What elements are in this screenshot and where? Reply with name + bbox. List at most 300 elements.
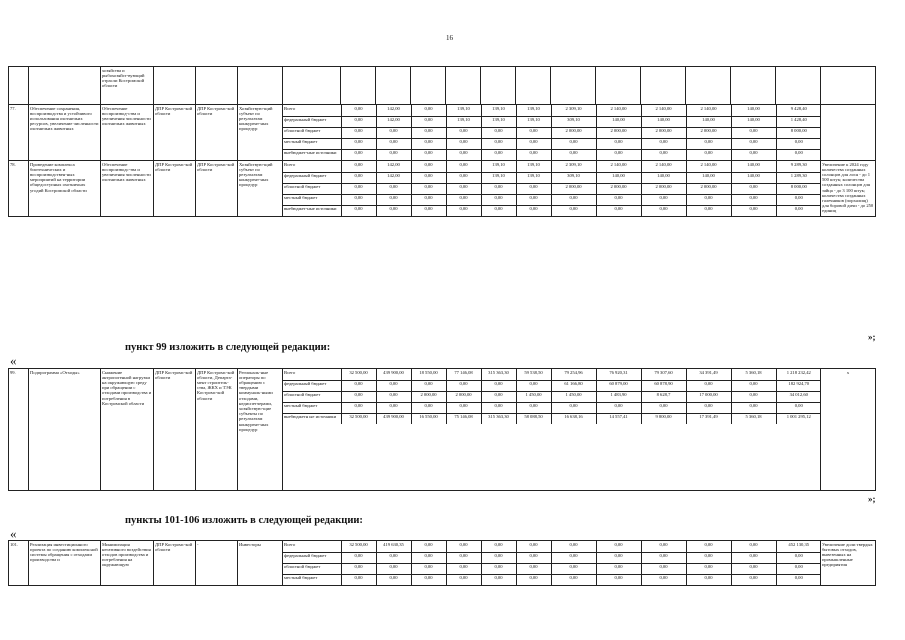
- funding-source: Всего: [283, 369, 341, 380]
- amount-cell: 0,00: [516, 138, 551, 149]
- amount-cell: 2 309,10: [551, 105, 596, 116]
- amount-cell: 0,00: [776, 402, 820, 413]
- amount-cell: 2 000,00: [596, 183, 641, 194]
- amount-cell: 0,00: [376, 552, 411, 563]
- amount-cell: 140,00: [686, 116, 731, 127]
- amount-cell: 32 500,00: [341, 541, 376, 552]
- amount-cell: 0,00: [731, 574, 776, 585]
- empty-cell: [596, 67, 641, 105]
- amount-cell: 2 000,00: [551, 183, 596, 194]
- financing-row: [283, 172, 821, 183]
- amount-cell: 0,00: [411, 541, 446, 552]
- funding-source: внебюджетн ые источники: [283, 413, 341, 424]
- table-row: [9, 161, 876, 217]
- amount-cell: 2 000,00: [446, 391, 481, 402]
- amount-cell: 0,00: [731, 205, 776, 216]
- funding-source: Всего: [283, 161, 341, 172]
- amount-cell: 0,00: [686, 563, 731, 574]
- amount-cell: 0,00: [551, 194, 596, 205]
- amount-cell: 0,00: [481, 552, 516, 563]
- financing-block: [283, 161, 821, 217]
- funding-source: Всего: [283, 105, 341, 116]
- row-number: 101.: [9, 541, 29, 586]
- amount-cell: 0,00: [376, 205, 411, 216]
- amount-cell: 2 000,00: [411, 391, 446, 402]
- amount-cell: 2 140,00: [686, 161, 731, 172]
- amount-cell: 0,00: [641, 402, 686, 413]
- amount-cell: 0,00: [731, 563, 776, 574]
- financing-row: [283, 369, 820, 380]
- amount-cell: 0,00: [341, 161, 376, 172]
- amount-cell: 0,00: [376, 127, 411, 138]
- amount-cell: 77 146,08: [446, 369, 481, 380]
- amount-cell: 32 500,00: [341, 413, 376, 424]
- amount-cell: 2 000,00: [596, 127, 641, 138]
- note-items-101-106: пункты 101-106 изложить в следующей редакции:: [125, 515, 363, 526]
- amount-cell: 0,00: [376, 149, 411, 160]
- financing-row: [283, 149, 821, 160]
- amount-cell: 309,10: [551, 172, 596, 183]
- amount-cell: 0,00: [686, 205, 731, 216]
- measure-goal: Обеспечение воспроизводс-тва и увеличения численности охотничьих животных: [101, 161, 154, 217]
- open-quote-101: «: [10, 526, 17, 541]
- amount-cell: 0,00: [551, 574, 596, 585]
- funding-source: областной бюджет: [283, 391, 341, 402]
- amount-cell: 0,00: [596, 574, 641, 585]
- amount-cell: 0,00: [481, 127, 516, 138]
- funding-source: областной бюджет: [283, 563, 341, 574]
- empty-cell: [376, 67, 411, 105]
- amount-cell: 0,00: [794, 575, 803, 580]
- page-number: 16: [446, 34, 453, 42]
- funding-source: местный бюджет: [283, 574, 341, 585]
- empty-cell: [283, 67, 341, 105]
- amount-cell: 0,00: [341, 183, 376, 194]
- financing-row: [283, 574, 820, 585]
- amount-cell: 139,10: [516, 172, 551, 183]
- amount-cell: 0,00: [551, 149, 596, 160]
- executor: ДПР Костромс-кой области: [196, 161, 238, 217]
- amount-cell: 0,00: [794, 206, 803, 211]
- amount-cell: 0,00: [481, 194, 516, 205]
- amount-cell: 0,00: [376, 391, 411, 402]
- financing-row: [283, 161, 821, 172]
- amount-cell: 0,00: [686, 574, 731, 585]
- amount-cell: 140,00: [686, 172, 731, 183]
- amount-cell: 0,00: [481, 574, 516, 585]
- amount-cell: 0,00: [411, 105, 446, 116]
- amount-cell: 0,00: [341, 127, 376, 138]
- amount-cell: 0,00: [341, 172, 376, 183]
- amount-cell: 0,00: [446, 161, 481, 172]
- amount-cell: 2 309,10: [551, 161, 596, 172]
- executor: ДПР Костромс-кой области: [196, 105, 238, 161]
- amount-cell: 140,00: [596, 172, 641, 183]
- amount-cell: 2 140,00: [641, 105, 686, 116]
- empty-cell: [481, 67, 516, 105]
- amount-cell: 0,00: [481, 138, 516, 149]
- table-row: [9, 105, 876, 161]
- amount-cell: 0,00: [411, 380, 446, 391]
- amount-cell: 0,00: [516, 149, 551, 160]
- amount-cell: 309,10: [551, 116, 596, 127]
- amount-cell: 139,10: [446, 116, 481, 127]
- amount-cell: 139,10: [446, 105, 481, 116]
- amount-cell: 0,00: [731, 391, 776, 402]
- amount-cell: 0,00: [596, 552, 641, 563]
- amount-cell: 5 360,18: [731, 413, 776, 424]
- amount-cell: 0,00: [551, 552, 596, 563]
- amount-cell: 0,00: [376, 574, 411, 585]
- amount-cell: 0,00: [411, 552, 446, 563]
- amount-cell: 0,00: [686, 402, 731, 413]
- amount-cell: 0,00: [516, 402, 551, 413]
- amount-cell: 0,00: [446, 149, 481, 160]
- amount-cell: 0,00: [516, 563, 551, 574]
- amount-cell: 0,00: [686, 541, 731, 552]
- amount-cell: 0,00: [551, 541, 596, 552]
- amount-cell: 139,10: [516, 161, 551, 172]
- empty-cell: [411, 67, 446, 105]
- funding-source: местный бюджет: [283, 402, 341, 413]
- amount-cell: 9 289,30: [776, 161, 821, 172]
- amount-cell: 8 000,00: [776, 183, 821, 194]
- responsible-body: ДПР Костромс-кой области: [154, 161, 196, 217]
- note-item-99: пункт 99 изложить в следующей редакции:: [125, 342, 331, 353]
- amount-cell: 0,00: [411, 205, 446, 216]
- funding-source: федеральный бюджет: [283, 552, 341, 563]
- responsible-body: ДПР Костромс-кой области: [154, 541, 196, 586]
- amount-cell: 139,10: [481, 172, 516, 183]
- amount-cell: 0,00: [686, 194, 731, 205]
- amount-cell: 439 900,00: [376, 369, 411, 380]
- amount-cell: 58 088,50: [516, 413, 551, 424]
- funding-source: федеральный бюджет: [283, 380, 341, 391]
- amount-cell: 0,00: [596, 138, 641, 149]
- amount-cell: 61 166,80: [551, 380, 596, 391]
- funding-source: федеральный бюджет: [283, 172, 341, 183]
- amount-cell: 0,00: [551, 138, 596, 149]
- expected-result: Увеличение доли твердых бытовых отходов, вывезенных на промышленные предприятия: [820, 541, 875, 586]
- amount-cell: 0,00: [446, 205, 481, 216]
- amount-cell: 1 218 232,42: [776, 369, 820, 380]
- amount-cell: 0,00: [341, 205, 376, 216]
- amount-cell: 0,00: [411, 183, 446, 194]
- amount-cell: 0,00: [641, 149, 686, 160]
- financing-row: [283, 380, 820, 391]
- table-row: [9, 67, 876, 105]
- amount-cell: 59 538,50: [516, 369, 551, 380]
- amount-cell: 140,00: [731, 161, 776, 172]
- funding-source: Всего: [283, 541, 341, 552]
- financing-block: [283, 541, 821, 586]
- amount-cell: 1 428,40: [776, 116, 821, 127]
- amount-cell: 142,00: [376, 172, 411, 183]
- financing-row: [283, 563, 820, 574]
- amount-cell: 0,00: [596, 541, 641, 552]
- amount-cell: 0,00: [411, 149, 446, 160]
- empty-cell: [154, 67, 196, 105]
- amount-cell: 142,00: [376, 105, 411, 116]
- row-number: 78.: [9, 161, 29, 217]
- amount-cell: 439 900,00: [376, 413, 411, 424]
- amount-cell: 60 879,00: [596, 380, 641, 391]
- amount-cell: 139,10: [516, 105, 551, 116]
- continued-goal-text: хозяйства и рыбохозяйст-вующий отрасли Костромской области: [101, 67, 154, 105]
- financing-row: [283, 402, 820, 413]
- amount-cell: 0,00: [641, 563, 686, 574]
- measure-name: Подпрограмма «Отходы»: [29, 369, 101, 491]
- empty-cell: [29, 67, 101, 105]
- amount-cell: 0,00: [341, 402, 376, 413]
- amount-cell: 0,00: [731, 380, 776, 391]
- amount-cell: 0,00: [731, 127, 776, 138]
- amount-cell: 34 012,60: [776, 391, 820, 402]
- amount-cell: 1 450,00: [551, 391, 596, 402]
- amount-cell: 2 140,00: [686, 105, 731, 116]
- amount-cell: 0,00: [341, 563, 376, 574]
- amount-cell: 0,00: [446, 574, 481, 585]
- empty-cell: [551, 67, 596, 105]
- amount-cell: 0,00: [341, 552, 376, 563]
- funding-source: местный бюджет: [283, 194, 341, 205]
- amount-cell: 0,00: [551, 402, 596, 413]
- amount-cell: 0,00: [641, 194, 686, 205]
- item-99-table: [8, 368, 876, 491]
- amount-cell: 0,00: [596, 149, 641, 160]
- empty-cell: [686, 67, 731, 105]
- amount-cell: 1 483,90: [596, 391, 641, 402]
- amount-cell: 0,00: [481, 391, 516, 402]
- amount-cell: 419 630,35: [376, 541, 411, 552]
- amount-cell: 2 000,00: [686, 127, 731, 138]
- row-number: 99.: [9, 369, 29, 491]
- amount-cell: 0,00: [411, 127, 446, 138]
- amount-cell: 2 000,00: [641, 183, 686, 194]
- amount-cell: 0,00: [376, 138, 411, 149]
- amount-cell: 0,00: [341, 380, 376, 391]
- amount-cell: 17 000,00: [686, 391, 731, 402]
- empty-cell: [641, 67, 686, 105]
- amount-cell: 0,00: [341, 105, 376, 116]
- financing-row: [283, 138, 821, 149]
- amount-cell: 34 391,49: [686, 369, 731, 380]
- amount-cell: 0,00: [641, 541, 686, 552]
- amount-cell: 79 254,96: [551, 369, 596, 380]
- amount-cell: 452 130,35: [776, 541, 820, 552]
- empty-cell: [776, 67, 821, 105]
- financing-row: [283, 194, 821, 205]
- amount-cell: 9 800,00: [641, 413, 686, 424]
- amount-cell: 0,00: [794, 150, 803, 155]
- amount-cell: 2 140,00: [641, 161, 686, 172]
- end-quote-99: »;: [868, 494, 876, 504]
- amount-cell: 0,00: [376, 194, 411, 205]
- empty-cell: [821, 67, 876, 105]
- funding-source: внебюджет-ные источники: [283, 149, 341, 160]
- amount-cell: 0,00: [776, 138, 821, 149]
- measure-name: Обеспечение сохранения, воспроизводства и устойчивого использования охотничьих ресурсов, увеличение численности охотничьих животных: [29, 105, 101, 161]
- amount-cell: 2 140,00: [596, 161, 641, 172]
- amount-cell: 0,00: [596, 563, 641, 574]
- amount-cell: 0,00: [411, 574, 446, 585]
- financing-row: [283, 552, 820, 563]
- funding-source: внебюджет-ные источники: [283, 205, 341, 216]
- amount-cell: 2 000,00: [641, 127, 686, 138]
- amount-cell: 0,00: [776, 194, 821, 205]
- amount-cell: 0,00: [411, 194, 446, 205]
- amount-cell: 0,00: [516, 205, 551, 216]
- amount-cell: 0,00: [551, 563, 596, 574]
- amount-cell: 0,00: [446, 138, 481, 149]
- amount-cell: 0,00: [341, 149, 376, 160]
- amount-cell: 140,00: [731, 172, 776, 183]
- amount-cell: 0,00: [341, 391, 376, 402]
- amount-cell: 0,00: [596, 205, 641, 216]
- amount-cell: 60 878,90: [641, 380, 686, 391]
- amount-cell: 0,00: [446, 127, 481, 138]
- amount-cell: 0,00: [686, 380, 731, 391]
- table-row: [9, 541, 876, 586]
- top-program-table: [8, 66, 876, 217]
- amount-cell: 14 557,41: [596, 413, 641, 424]
- amount-cell: 1 001 295,12: [786, 414, 811, 419]
- amount-cell: 0,00: [516, 183, 551, 194]
- amount-cell: 0,00: [641, 574, 686, 585]
- expected-result: [821, 105, 876, 161]
- financing-block: [283, 105, 821, 161]
- amount-cell: 0,00: [776, 563, 820, 574]
- amount-cell: 0,00: [731, 183, 776, 194]
- financing-row: [283, 105, 821, 116]
- amount-cell: 0,00: [376, 183, 411, 194]
- measure-goal: Снижение антропогенной нагрузки на окружающую среду при обращении с отходами производства и потребления в Костромской области: [101, 369, 154, 491]
- amount-cell: 0,00: [341, 194, 376, 205]
- amount-cell: 0,00: [411, 116, 446, 127]
- amount-cell: 0,00: [446, 563, 481, 574]
- end-quote-top: »;: [868, 332, 876, 342]
- amount-cell: 1 450,00: [516, 391, 551, 402]
- amount-cell: 0,00: [481, 541, 516, 552]
- amount-cell: 0,00: [376, 563, 411, 574]
- row-number: 77.: [9, 105, 29, 161]
- empty-cell: [446, 67, 481, 105]
- table-row: [9, 369, 876, 491]
- amount-cell: 8 628,7: [641, 391, 686, 402]
- open-quote-99: «: [10, 353, 17, 368]
- amount-cell: 2 000,00: [551, 127, 596, 138]
- amount-cell: 0,00: [516, 194, 551, 205]
- amount-cell: 16 550,00: [411, 413, 446, 424]
- responsible-body: ДПР Костромс-кой области: [154, 105, 196, 161]
- amount-cell: 32 500,00: [341, 369, 376, 380]
- amount-cell: 0,00: [446, 194, 481, 205]
- funding-source: местный бюджет: [283, 138, 341, 149]
- amount-cell: 0,00: [686, 552, 731, 563]
- amount-cell: 0,00: [376, 402, 411, 413]
- financing-block: [283, 369, 821, 491]
- amount-cell: 140,00: [731, 116, 776, 127]
- empty-cell: [516, 67, 551, 105]
- participants: Инвесторы: [238, 541, 283, 586]
- financing-row: [283, 413, 820, 424]
- amount-cell: 0,00: [411, 172, 446, 183]
- empty-cell: [731, 67, 776, 105]
- amount-cell: 140,00: [641, 116, 686, 127]
- amount-cell: 0,00: [731, 541, 776, 552]
- amount-cell: 142,00: [376, 116, 411, 127]
- amount-cell: 0,00: [731, 149, 776, 160]
- amount-cell: 16 638,16: [551, 413, 596, 424]
- amount-cell: 0,00: [411, 161, 446, 172]
- amount-cell: 0,00: [446, 172, 481, 183]
- amount-cell: 0,00: [731, 194, 776, 205]
- expected-result: Увеличение к 2024 году количества созданных солонцов для лося - до 1 500 штук; количества созданных солонцов для зайца - до 3 100 штук; количества созданных галечников (порхалищ) для боровой дичи - до 250 единиц: [821, 161, 876, 217]
- amount-cell: 0,00: [551, 205, 596, 216]
- amount-cell: 182 924,70: [776, 380, 820, 391]
- amount-cell: 0,00: [446, 380, 481, 391]
- measure-name: Реализация инвестиционного проекта по созданию комплексной системы обращения с отходами производства и: [29, 541, 101, 586]
- amount-cell: 0,00: [641, 205, 686, 216]
- amount-cell: 0,00: [686, 138, 731, 149]
- funding-source: областной бюджет: [283, 183, 341, 194]
- measure-name: Проведение комплекса биотехнических и воспроизводствен-ных мероприятий на территории общедоступных охотничьих угодий Костромской области: [29, 161, 101, 217]
- amount-cell: 0,00: [731, 402, 776, 413]
- amount-cell: 0,00: [341, 116, 376, 127]
- amount-cell: 9 428,40: [776, 105, 821, 116]
- executor: ДПР Костромс-кой области, Департа-мент строитель-ства, ЖКХ и ТЭК Костромс-кой области: [196, 369, 238, 491]
- amount-cell: 315 363,30: [481, 413, 516, 424]
- amount-cell: 0,00: [686, 149, 731, 160]
- amount-cell: 139,10: [481, 105, 516, 116]
- measure-goal: Обеспечение воспроизвод-ства и увеличения численности охотничьих животных: [101, 105, 154, 161]
- amount-cell: 0,00: [516, 127, 551, 138]
- financing-row: [283, 116, 821, 127]
- measure-goal: Минимизация негативного воздействия отходов производства и потребления на окружающую: [101, 541, 154, 586]
- amount-cell: 0,00: [516, 541, 551, 552]
- participants: Хозяйствую-щий субъект по результатам конкурент-ных процедур: [238, 161, 283, 217]
- amount-cell: 0,00: [731, 138, 776, 149]
- amount-cell: 0,00: [446, 552, 481, 563]
- amount-cell: 139,10: [481, 161, 516, 172]
- amount-cell: 0,00: [341, 574, 376, 585]
- financing-row: [283, 183, 821, 194]
- participants: Хозяйствую-щий субъект по результатам конкурент-ных процедур: [238, 105, 283, 161]
- amount-cell: 140,00: [641, 172, 686, 183]
- amount-cell: 0,00: [446, 541, 481, 552]
- amount-cell: 1 289,30: [776, 172, 821, 183]
- empty-cell: [9, 67, 29, 105]
- amount-cell: 0,00: [596, 402, 641, 413]
- amount-cell: 0,00: [376, 380, 411, 391]
- amount-cell: 0,00: [596, 194, 641, 205]
- executor: -: [196, 541, 238, 586]
- funding-source: федеральный бюджет: [283, 116, 341, 127]
- amount-cell: 76 920,31: [596, 369, 641, 380]
- amount-cell: 0,00: [731, 552, 776, 563]
- amount-cell: 2 000,00: [686, 183, 731, 194]
- amount-cell: 0,00: [516, 552, 551, 563]
- amount-cell: 5 360,18: [731, 369, 776, 380]
- amount-cell: 0,00: [481, 380, 516, 391]
- amount-cell: 140,00: [731, 105, 776, 116]
- amount-cell: 0,00: [446, 402, 481, 413]
- empty-cell: [196, 67, 238, 105]
- expected-result: х: [820, 369, 875, 491]
- amount-cell: 0,00: [481, 149, 516, 160]
- financing-row: [283, 205, 821, 216]
- empty-cell: [238, 67, 283, 105]
